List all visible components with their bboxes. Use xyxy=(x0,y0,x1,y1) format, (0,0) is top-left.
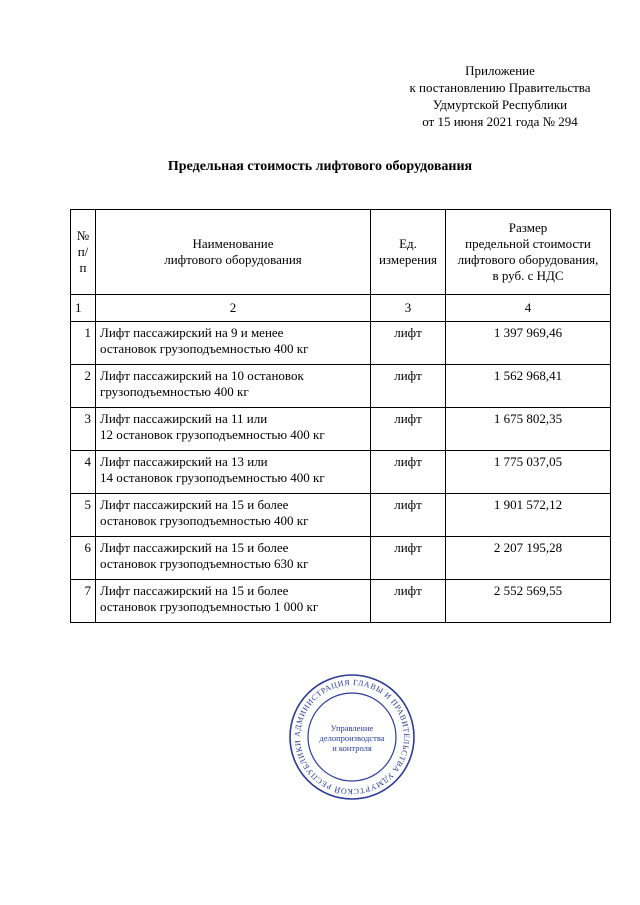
row-number: 2 xyxy=(71,365,96,408)
header-num: № п/п xyxy=(71,210,96,295)
equipment-name: Лифт пассажирский на 15 и более остановок грузоподъемностью 400 кг xyxy=(96,494,371,537)
table-row xyxy=(71,451,611,494)
seal-center-line: делопроизводства xyxy=(319,733,385,743)
document-title: Предельная стоимость лифтового оборудования xyxy=(167,159,473,174)
unit: лифт xyxy=(371,451,446,494)
price: 2 207 195,28 xyxy=(446,537,611,580)
unit: лифт xyxy=(371,580,446,623)
row-number: 7 xyxy=(71,580,96,623)
row-number: 5 xyxy=(71,494,96,537)
equipment-name: Лифт пассажирский на 9 и менее остановок грузоподъемностью 400 кг xyxy=(96,322,371,365)
table-row xyxy=(71,408,611,451)
equipment-name: Лифт пассажирский на 15 и более остановок грузоподъемностью 1 000 кг xyxy=(96,580,371,623)
column-number: 4 xyxy=(446,295,611,322)
seal-center-line: Управление xyxy=(330,723,374,733)
unit: лифт xyxy=(371,408,446,451)
price: 1 675 802,35 xyxy=(446,408,611,451)
row-number: 3 xyxy=(71,408,96,451)
column-number: 3 xyxy=(371,295,446,322)
unit: лифт xyxy=(371,365,446,408)
price: 1 901 572,12 xyxy=(446,494,611,537)
column-number-row xyxy=(71,295,611,322)
equipment-name: Лифт пассажирский на 13 или 14 остановок грузоподъемностью 400 кг xyxy=(96,451,371,494)
header-name: Наименование лифтового оборудования xyxy=(96,210,371,295)
column-number: 1 xyxy=(71,295,96,322)
header-price: Размер предельной стоимости лифтового оборудования, в руб. с НДС xyxy=(446,210,611,295)
official-seal xyxy=(288,673,416,801)
appendix-block xyxy=(380,62,620,130)
price-table xyxy=(70,209,611,623)
price: 1 397 969,46 xyxy=(446,322,611,365)
seal-center-line: и контроля xyxy=(332,743,372,753)
unit: лифт xyxy=(371,537,446,580)
header-unit: Ед. измерения xyxy=(371,210,446,295)
appendix-line: Приложение xyxy=(465,63,535,78)
row-number: 1 xyxy=(71,322,96,365)
unit: лифт xyxy=(371,494,446,537)
table-row xyxy=(71,365,611,408)
price: 1 562 968,41 xyxy=(446,365,611,408)
price: 2 552 569,55 xyxy=(446,580,611,623)
table-row xyxy=(71,494,611,537)
table-row xyxy=(71,537,611,580)
equipment-name: Лифт пассажирский на 10 остановок грузоподъемностью 400 кг xyxy=(96,365,371,408)
appendix-line: от 15 июня 2021 года № 294 xyxy=(422,114,578,129)
equipment-name: Лифт пассажирский на 11 или 12 остановок грузоподъемностью 400 кг xyxy=(96,408,371,451)
header-row xyxy=(71,210,611,295)
column-number: 2 xyxy=(96,295,371,322)
table-row xyxy=(71,580,611,623)
seal-ring-text: АДМИНИСТРАЦИЯ ГЛАВЫ И ПРАВИТЕЛЬСТВА УДМУРТСКОЙ РЕСПУБЛИКИ xyxy=(292,677,412,797)
row-number: 6 xyxy=(71,537,96,580)
price: 1 775 037,05 xyxy=(446,451,611,494)
table-row xyxy=(71,322,611,365)
unit: лифт xyxy=(371,322,446,365)
row-number: 4 xyxy=(71,451,96,494)
appendix-line: Удмуртской Республики xyxy=(432,97,568,112)
equipment-name: Лифт пассажирский на 15 и более остановок грузоподъемностью 630 кг xyxy=(96,537,371,580)
appendix-line: к постановлению Правительства xyxy=(409,80,591,95)
